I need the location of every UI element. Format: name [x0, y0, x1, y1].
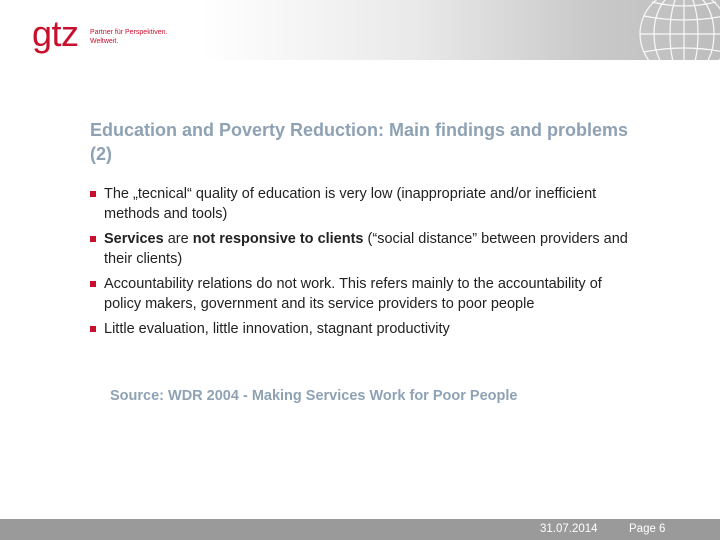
source-citation: Source: WDR 2004 - Making Services Work for Poor People	[110, 388, 518, 404]
bullet-text: Accountability relations do not work. This refers mainly to the accountability of policy makers, government and its service providers to poor people	[104, 276, 602, 312]
bullet-bold-services: Services	[104, 231, 164, 247]
bullet-square-icon	[90, 326, 96, 332]
bullet-item	[90, 319, 630, 339]
bullet-text: The „tecnical“ quality of education is very low (inappropriate and/or inefficient methods and tools)	[104, 186, 597, 222]
logo-tagline	[90, 28, 180, 46]
bullet-text-are: are	[163, 231, 193, 247]
bullet-text-social-distance: (“social distance” between providers and their clients)	[104, 231, 628, 267]
page-number: Page 6	[629, 523, 666, 535]
bullet-square-icon	[90, 191, 96, 197]
bullet-bold-not-responsive: not responsive to clients	[192, 231, 364, 247]
bullet-square-icon	[90, 236, 96, 242]
bullet-text: Little evaluation, little innovation, stagnant productivity	[104, 321, 450, 337]
tagline-line-1: Partner für Perspektiven.	[90, 29, 168, 36]
footer-bar	[0, 519, 720, 540]
bullet-list	[90, 184, 630, 344]
bullet-item	[90, 229, 630, 269]
bullet-item	[90, 184, 630, 224]
header-bar	[0, 0, 720, 60]
bullet-item	[90, 274, 630, 314]
bullet-square-icon	[90, 281, 96, 287]
gtz-logo: gtz	[32, 13, 79, 54]
globe-icon	[622, 0, 720, 60]
footer-date: 31.07.2014	[540, 523, 598, 535]
tagline-line-2: Weltweit.	[90, 38, 119, 45]
slide-title: Education and Poverty Reduction: Main findings and problems (2)	[90, 120, 629, 164]
